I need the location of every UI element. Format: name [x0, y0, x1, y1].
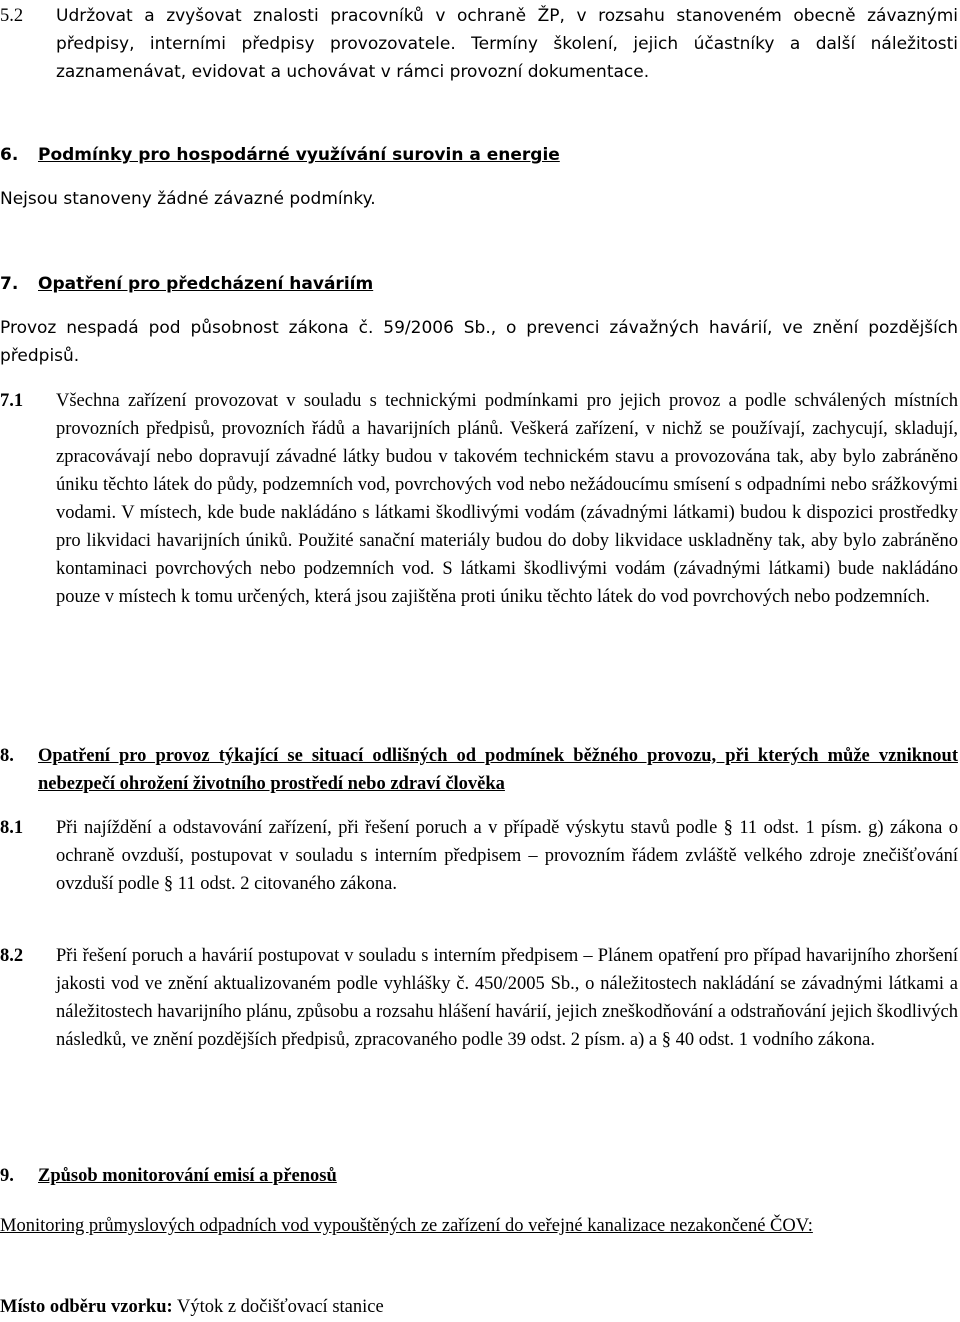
section-6-text: Nejsou stanoveny žádné závazné podmínky.	[0, 189, 376, 209]
section-number: 7.	[0, 274, 19, 294]
section-5-2	[0, 2, 958, 86]
section-7-text: Provoz nespadá pod působnost zákona č. 59/2006 Sb., o prevenci závažných havárií, ve znění pozdějších předpisů.	[0, 318, 958, 366]
section-number: 9.	[0, 1166, 14, 1186]
sampling-value: Výtok z dočišťovací stanice	[176, 1297, 384, 1317]
section-7-heading	[0, 270, 958, 298]
section-7-1	[0, 387, 958, 611]
section-8-1	[0, 814, 958, 898]
section-number: 6.	[0, 145, 19, 165]
section-number: 8.	[0, 746, 14, 766]
section-number: 8.1	[0, 818, 24, 838]
section-text: Udržovat a zvyšovat znalosti pracovníků v ochraně ŽP, v rozsahu stanoveném obecně závaznými předpisy, interními předpisy provozovatele. Termíny školení, jejich účastníky a další náležitosti zaznamenávat, evidovat a uchovávat v rámci provozní dokumentace.	[56, 6, 958, 82]
section-9-heading	[0, 1162, 958, 1190]
section-8-2	[0, 942, 958, 1054]
section-6-heading	[0, 141, 958, 169]
section-title: Podmínky pro hospodárné využívání surovin a energie	[38, 145, 560, 165]
section-title: Způsob monitorování emisí a přenosů	[38, 1166, 337, 1186]
sampling-label: Místo odběru vzorku:	[0, 1297, 173, 1317]
monitoring-description: Monitoring průmyslových odpadních vod vypouštěných ze zařízení do veřejné kanalizace nezakončené ČOV:	[0, 1216, 813, 1236]
section-8-heading	[0, 742, 958, 798]
section-title: Opatření pro provoz týkající se situací odlišných od podmínek běžného provozu, při kterých může vzniknout nebezpečí ohrožení životního prostředí nebo zdraví člověka	[38, 746, 958, 794]
section-number: 7.1	[0, 391, 24, 411]
section-text: Při řešení poruch a havárií postupovat v souladu s interním předpisem – Plánem opatření pro případ havarijního zhoršení jakosti vod ve znění aktualizovaném podle vyhlášky č. 450/2005 Sb., o náležitostech nakládání se závadnými látkami a náležitostech havarijního plánu, způsobu a rozsahu hlášení havárií, jejich zneškodňování a odstraňování jejich škodlivých následků, ve znění pozdějších předpisů, zpracovaného podle 39 odst. 2 písm. a) a § 40 odst. 1 vodního zákona.	[56, 946, 958, 1050]
section-text: Při najíždění a odstavování zařízení, při řešení poruch a v případě výskytu stavů podle § 11 odst. 1 písm. g) zákona o ochraně ovzduší, postupovat v souladu s interním předpisem – provozním řádem zvláště velkého zdroje znečišťování ovzduší podle § 11 odst. 2 citovaného zákona.	[56, 818, 958, 894]
sampling-location	[0, 1293, 958, 1321]
section-number: 5.2	[0, 6, 24, 26]
section-number: 8.2	[0, 946, 24, 966]
section-title: Opatření pro předcházení haváriím	[38, 274, 374, 294]
section-text: Všechna zařízení provozovat v souladu s technickými podmínkami pro jejich provoz a podle schválených místních provozních předpisů, provozních řádů a havarijních plánů. Veškerá zařízení, v nichž se používají, zachycují, skladují, zpracovávají nebo dopravují závadné látky budou v takovém technickém stavu a provozována tak, aby bylo zabráněno úniku těchto látek do půdy, podzemních vod, povrchových vod nebo nežádoucímu smísení s odpadními nebo srážkovými vodami. V místech, kde bude nakládáno s látkami škodlivými vodám (závadnými látkami) budou k dispozici prostředky pro likvidaci havarijních úniků. Použité sanační materiály budou do doby likvidace uskladněny tak, aby bylo zabráněno kontaminaci povrchových nebo podzemních vod. S látkami škodlivými vodám (závadnými látkami) bude nakládáno pouze v místech k tomu určených, která jsou zajištěna proti úniku těchto látek do vod povrchových nebo podzemních.	[56, 391, 958, 607]
